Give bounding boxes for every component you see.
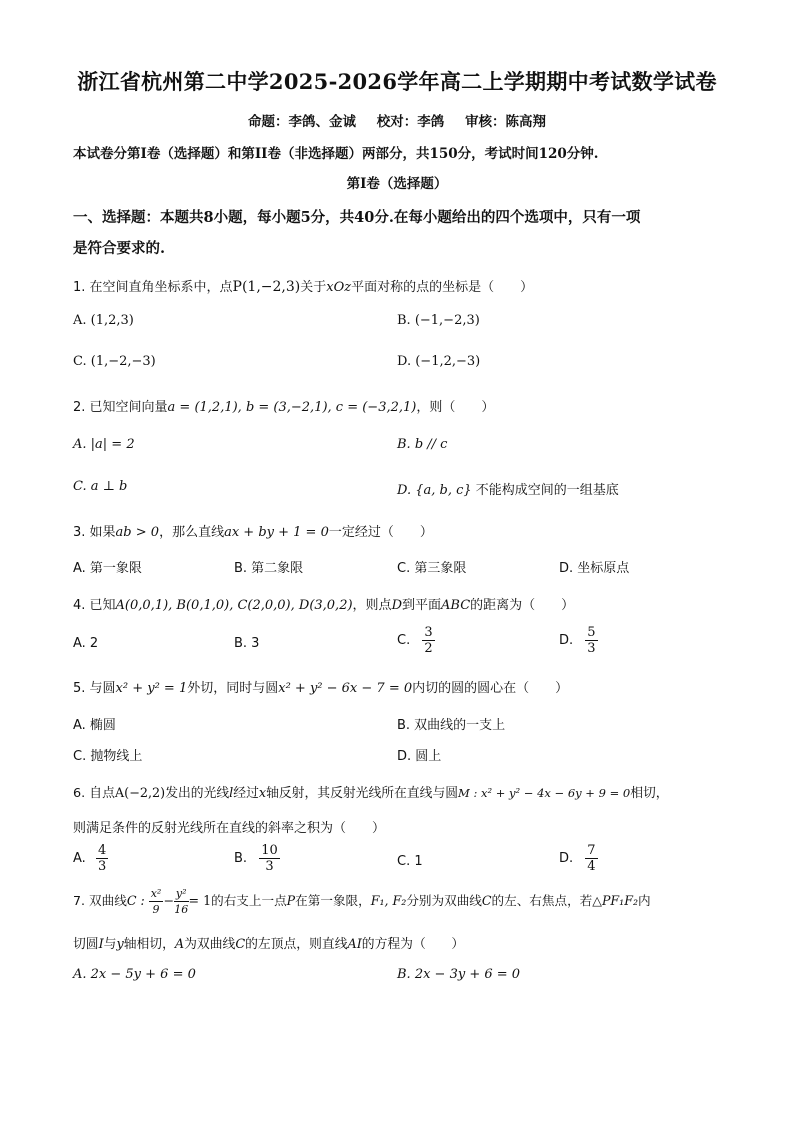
part-title: 第I卷（选择题） xyxy=(346,176,448,192)
q6-point: A(−2,2) xyxy=(114,786,166,801)
q7-eq: = 1 xyxy=(188,893,212,908)
q3-line: ax + by + 1 = 0 xyxy=(224,525,329,540)
question-4 xyxy=(73,594,574,613)
q7-l2-e: 的左顶点，则直线 xyxy=(245,937,348,952)
q7-option-a[interactable]: A. 2x − 5y + 6 = 0 xyxy=(73,967,196,982)
q1-option-a[interactable]: A. (1,2,3) xyxy=(73,313,134,328)
q4-option-b[interactable]: B. 3 xyxy=(234,636,260,651)
q6-option-a[interactable] xyxy=(73,843,108,874)
q4-stem-c: 到平面 xyxy=(402,598,442,613)
question-2 xyxy=(73,396,494,415)
q7-foci: F₁, F₂ xyxy=(370,893,407,908)
q7-l2-m5: AI xyxy=(347,937,362,952)
question-7 xyxy=(73,886,651,917)
q1-point: P(1,−2,3) xyxy=(232,279,301,295)
q7-l2-c: 轴相切， xyxy=(123,937,175,952)
q4-point-d: D xyxy=(391,598,402,613)
q7-minus: − xyxy=(163,893,174,908)
proofreader: 校对：李鸽 xyxy=(376,114,445,130)
q2-stem-a: 2. 已知空间向量 xyxy=(73,400,168,415)
q7-stem-c: 在第一象限， xyxy=(295,893,371,908)
q7-l2-a: 切圆 xyxy=(73,937,99,952)
q4-points: A(0,0,1), B(0,1,0), C(2,0,0), D(3,0,2) xyxy=(115,598,353,613)
section-heading xyxy=(73,202,723,264)
q2-option-d-tail: 不能构成空间的一组基底 xyxy=(475,483,619,498)
q7-l2-m2: y xyxy=(116,937,124,952)
q4-option-c-frac: $\frac{3}{2}$ xyxy=(424,625,433,656)
q2-option-a[interactable]: A. |a| = 2 xyxy=(73,437,135,452)
q5-option-d[interactable]: D. 圆上 xyxy=(397,749,442,764)
q1-option-d[interactable]: D. (−1,2,−3) xyxy=(397,354,481,369)
question-5 xyxy=(73,677,568,696)
q4-option-d[interactable] xyxy=(559,625,598,656)
q6-option-b[interactable] xyxy=(234,843,280,874)
q6-option-d-label: D. xyxy=(559,851,574,866)
question-1 xyxy=(73,276,533,295)
q7-l2-d: 为双曲线 xyxy=(184,937,236,952)
q1-plane: xOz xyxy=(326,280,352,295)
q2-option-d-set: D. {a, b, c} xyxy=(397,483,472,498)
q6-stem-c: 经过 xyxy=(233,786,259,801)
question-6 xyxy=(73,782,669,801)
q7-l2-b: 与 xyxy=(103,937,117,952)
q1-stem-b: 关于 xyxy=(300,280,327,295)
q3-option-c[interactable]: C. 第三象限 xyxy=(397,561,467,576)
q7-frac-x: $\frac{\text{x²}}{9}$ xyxy=(150,887,162,916)
q7-triangle: △PF₁F₂ xyxy=(592,893,638,908)
q7-curve: C : xyxy=(126,893,145,908)
q7-l2-f: 的方程为（ ） xyxy=(361,937,465,952)
exam-intro: 本试卷分第I卷（选择题）和第II卷（非选择题）两部分，共150分，考试时间120分钟. xyxy=(73,146,599,162)
q6-option-d[interactable] xyxy=(559,843,598,874)
q6-option-c[interactable]: C. 1 xyxy=(397,854,423,869)
q7-stem-e: 的左、右焦点，若 xyxy=(491,893,593,908)
q6-option-d-frac: $\frac{7}{4}$ xyxy=(587,843,596,874)
q3-option-d[interactable]: D. 坐标原点 xyxy=(559,561,630,576)
q3-option-a[interactable]: A. 第一象限 xyxy=(73,561,142,576)
q7-stem-f: 内 xyxy=(638,893,651,908)
reviewer: 审核：陈高翔 xyxy=(464,114,546,130)
credits xyxy=(0,110,794,130)
q3-option-b[interactable]: B. 第二象限 xyxy=(234,561,304,576)
q5-option-b[interactable]: B. 双曲线的一支上 xyxy=(397,718,506,733)
q5-option-c[interactable]: C. 抛物线上 xyxy=(73,749,143,764)
q5-circle-2: x² + y² − 6x − 7 = 0 xyxy=(278,681,413,696)
q4-option-a[interactable]: A. 2 xyxy=(73,636,99,651)
q6-stem-a: 6. 自点 xyxy=(73,786,115,801)
setter: 命题：李鸽、金诚 xyxy=(248,114,357,130)
q3-cond: ab > 0 xyxy=(115,525,160,540)
q4-stem-b: ，则点 xyxy=(352,598,392,613)
q4-option-c-label: C. xyxy=(397,633,411,648)
q7-l2-m1: I xyxy=(98,937,104,952)
q7-frac-y: $\frac{\text{y²}}{16}$ xyxy=(174,887,189,916)
q4-stem-a: 4. 已知 xyxy=(73,598,116,613)
q6-stem-e: 相切， xyxy=(630,786,669,801)
q2-vectors: a = (1,2,1), b = (3,−2,1), c = (−3,2,1) xyxy=(167,400,417,415)
q5-stem-a: 5. 与圆 xyxy=(73,681,116,696)
q4-option-d-frac: $\frac{5}{3}$ xyxy=(587,625,596,656)
q4-plane: ABC xyxy=(441,598,471,613)
section-line-1: 一、选择题：本题共8小题，每小题5分，共40分.在每小题给出的四个选项中，只有一项 xyxy=(73,209,641,226)
question-3 xyxy=(73,521,433,540)
q3-stem-b: ，那么直线 xyxy=(159,525,225,540)
page-title: 浙江省杭州第二中学2025-2026学年高二上学期期中考试数学试卷 xyxy=(77,69,717,94)
q7-stem-a: 7. 双曲线 xyxy=(73,893,127,908)
q5-circle-1: x² + y² = 1 xyxy=(115,681,188,696)
q6-stem-line2: 则满足条件的反射光线所在直线的斜率之积为（ ） xyxy=(73,821,386,836)
q7-l2-m4: C xyxy=(235,937,246,952)
q5-stem-c: 内切的圆的圆心在（ ） xyxy=(412,681,569,696)
q6-ray: l xyxy=(229,786,234,801)
q6-option-a-label: A. xyxy=(73,851,86,866)
q4-stem-d: 的距离为（ ） xyxy=(470,598,575,613)
q7-l2-m3: A xyxy=(174,937,185,952)
q1-option-b[interactable]: B. (−1,−2,3) xyxy=(397,313,480,328)
q2-option-d[interactable] xyxy=(397,479,619,498)
q3-stem-c: 一定经过（ ） xyxy=(328,525,433,540)
q1-option-c[interactable]: C. (1,−2,−3) xyxy=(73,354,156,369)
q1-stem-a: 1. 在空间直角坐标系中，点 xyxy=(73,280,233,295)
q7-stem-b: 的右支上一点 xyxy=(211,893,287,908)
q4-option-c[interactable] xyxy=(397,625,435,656)
q7-stem-d: 分别为双曲线 xyxy=(406,893,482,908)
q6-axis: x xyxy=(258,786,267,801)
q7-point: P xyxy=(286,893,296,908)
q3-stem-a: 3. 如果 xyxy=(73,525,116,540)
q6-option-b-frac: $\frac{10}{3}$ xyxy=(261,843,278,874)
q5-option-a[interactable]: A. 椭圆 xyxy=(73,718,116,733)
q1-stem-c: 平面对称的点的坐标是（ ） xyxy=(351,280,534,295)
q2-stem-b: ，则（ ） xyxy=(416,400,495,415)
q2-option-b[interactable]: B. b // c xyxy=(397,437,448,452)
q2-option-c[interactable]: C. a ⊥ b xyxy=(73,479,128,494)
section-line-2: 是符合要求的. xyxy=(73,240,166,257)
q6-stem-b: 发出的光线 xyxy=(165,786,230,801)
q6-circle: M : x² + y² − 4x − 6y + 9 = 0 xyxy=(458,786,631,800)
q7-option-b[interactable]: B. 2x − 3y + 6 = 0 xyxy=(397,967,521,982)
q6-stem-d: 轴反射，其反射光线所在直线与圆 xyxy=(266,786,459,801)
q6-option-b-label: B. xyxy=(234,851,248,866)
q7-curve-ref: C xyxy=(481,893,492,908)
q4-option-d-label: D. xyxy=(559,633,574,648)
q6-option-a-frac: $\frac{4}{3}$ xyxy=(97,843,107,874)
q5-stem-b: 外切，同时与圆 xyxy=(187,681,279,696)
q7-stem-line2 xyxy=(73,933,464,952)
